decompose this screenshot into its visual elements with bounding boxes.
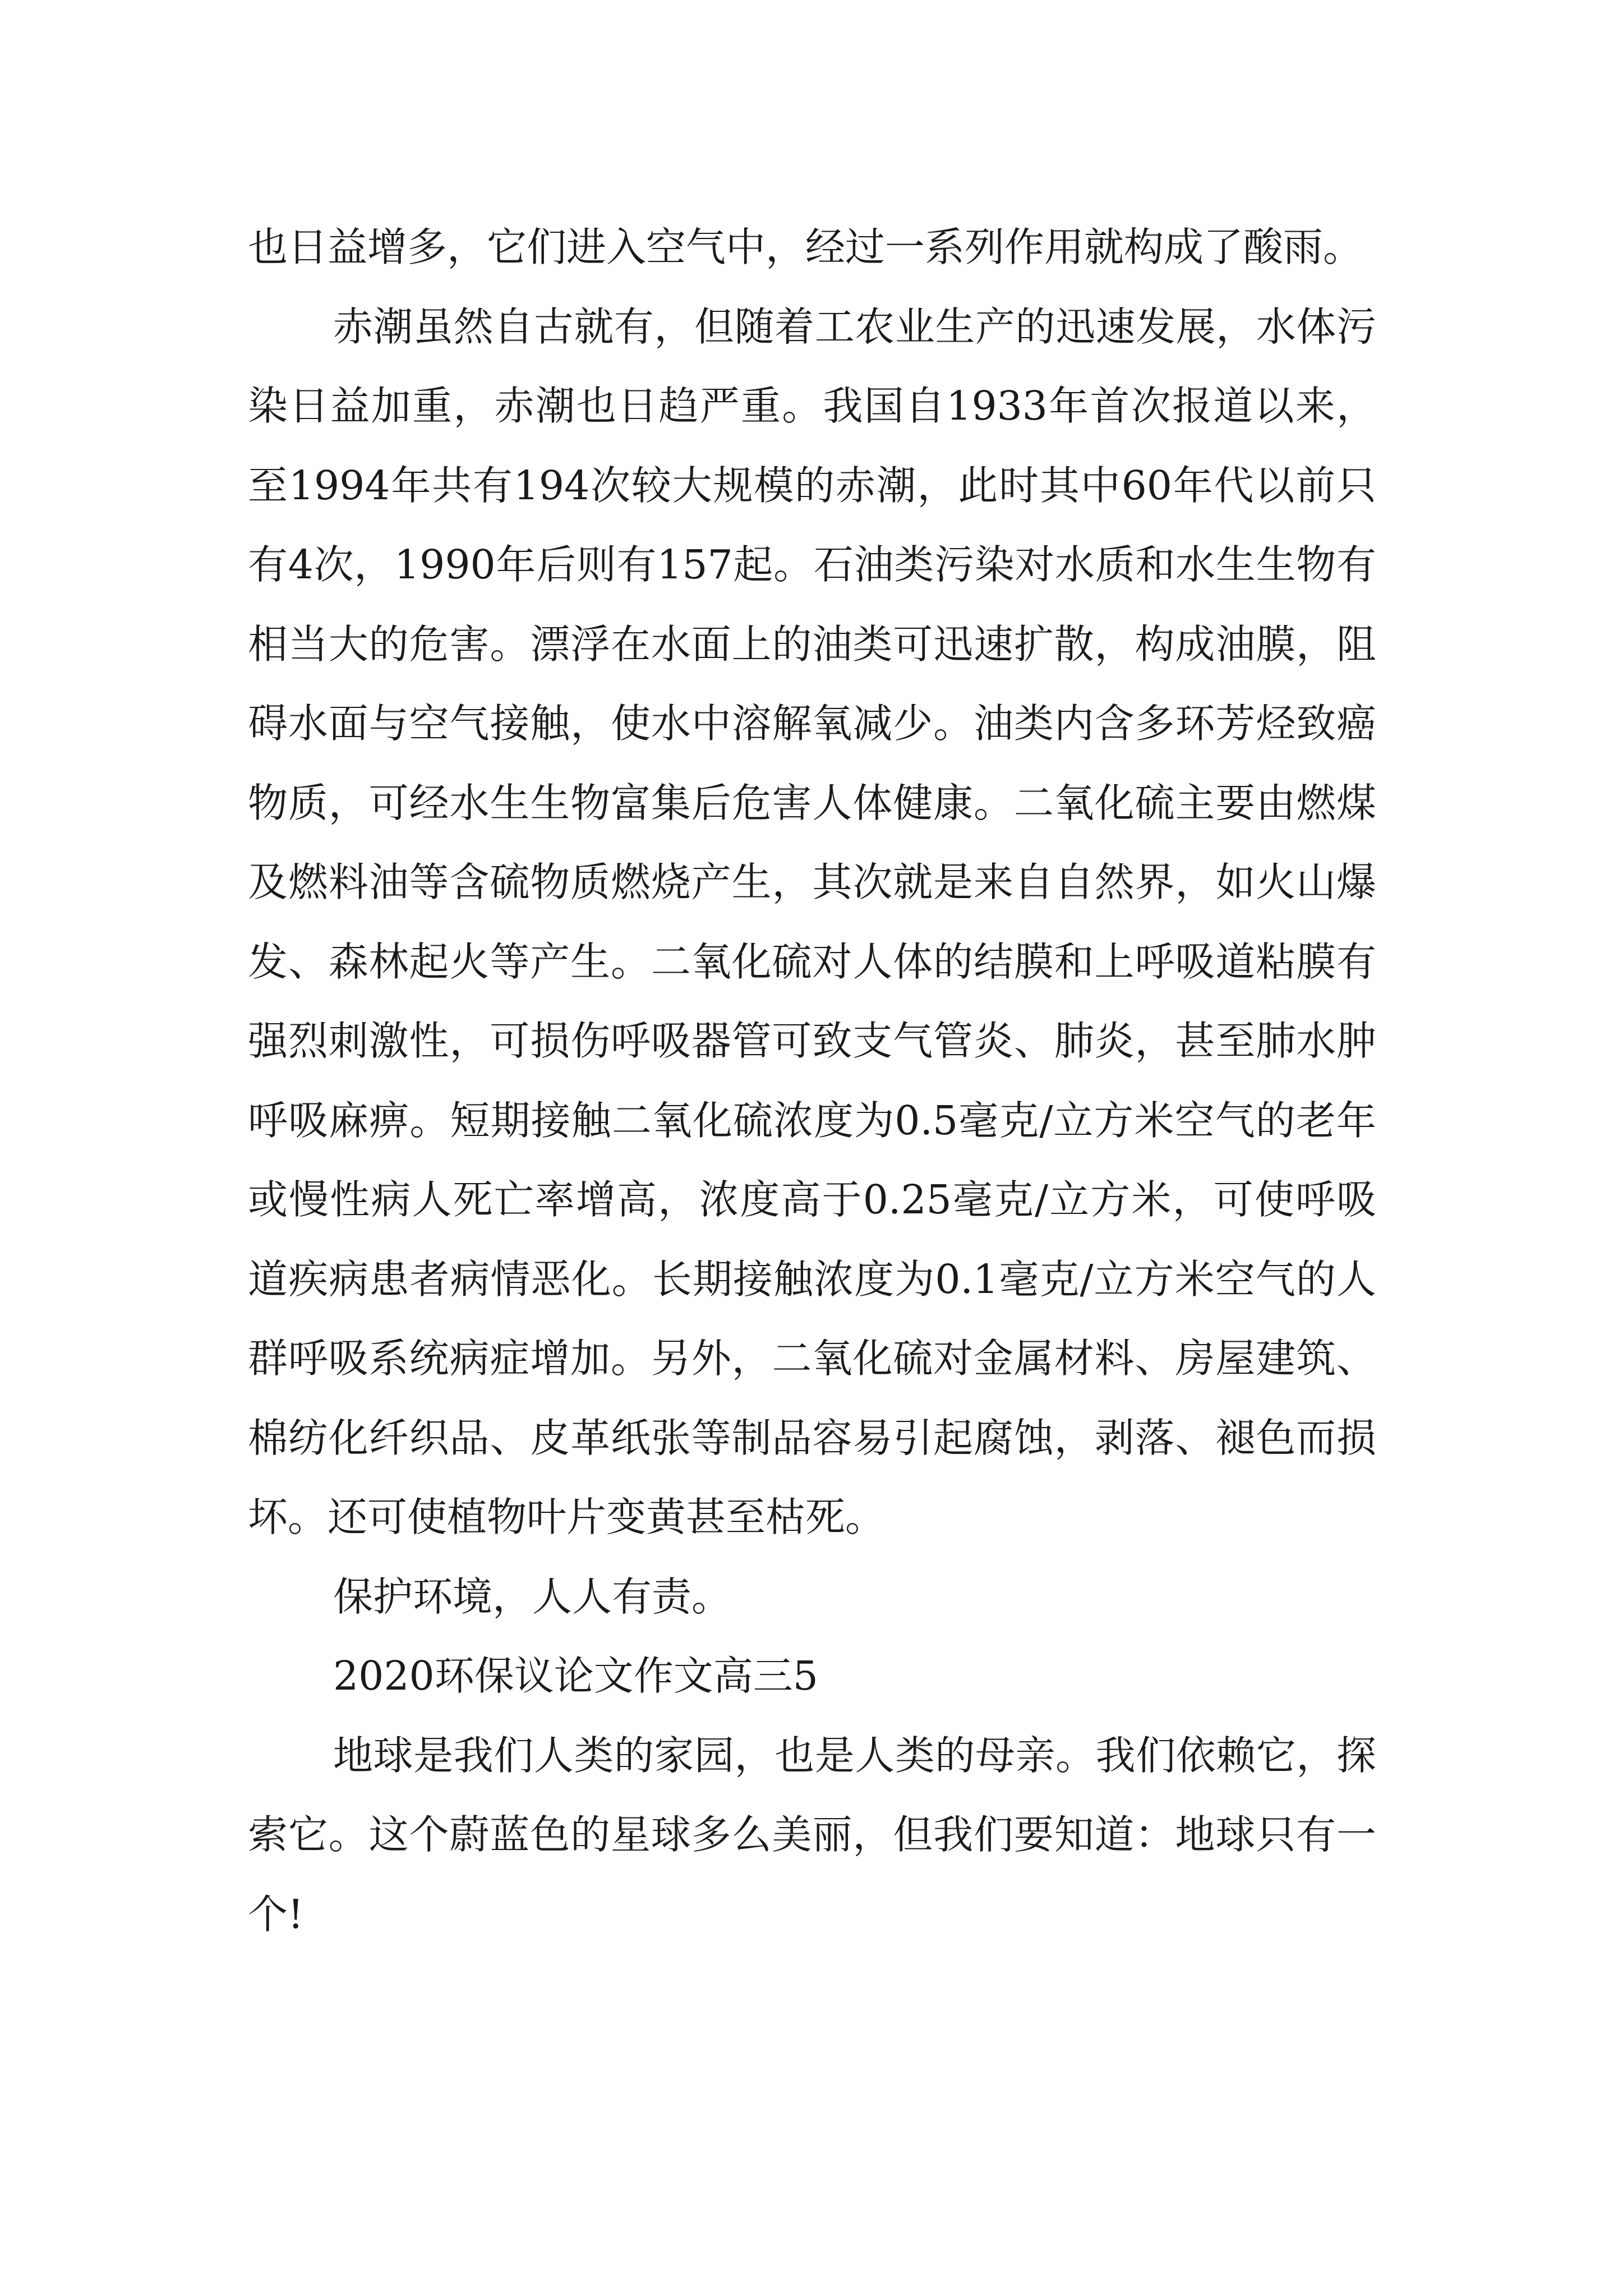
paragraph-earth-home: 地球是我们人类的家园，也是人类的母亲。我们依赖它，探索它。这个蔚蓝色的星球多么美丽，但我们要知道：地球只有一个!	[248, 1732, 1376, 1938]
document-body	[248, 208, 1376, 1954]
paragraph-acid-rain-continuation: 也日益增多，它们进入空气中，经过一系列作用就构成了酸雨。	[248, 224, 1363, 270]
paragraph-red-tide-and-pollution: 赤潮虽然自古就有，但随着工农业生产的迅速发展，水体污染日益加重，赤潮也日趋严重。我国自1933年首次报道以来，至1994年共有194次较大规模的赤潮，此时其中60年代以前只有4次，1990年后则有157起。石油类污染对水质和水生生物有相当大的危害。漂浮在水面上的油类可迅速扩散，构成油膜，阻碍水面与空气接触，使水中溶解氧减少。油类内含多环芳烃致癌物质，可经水生生物富集后危害人体健康。二氧化硫主要由燃煤及燃料油等含硫物质燃烧产生，其次就是来自自然界，如火山爆发、森林起火等产生。二氧化硫对人体的结膜和上呼吸道粘膜有强烈刺激性，可损伤呼吸器管可致支气管炎、肺炎，甚至肺水肿呼吸麻痹。短期接触二氧化硫浓度为0.5毫克/立方米空气的老年或慢性病人死亡率增高，浓度高于0.25毫克/立方米，可使呼吸道疾病患者病情恶化。长期接触浓度为0.1毫克/立方米空气的人群呼吸系统病症增加。另外，二氧化硫对金属材料、房屋建筑、棉纺化纤织品、皮革纸张等制品容易引起腐蚀，剥落、褪色而损坏。还可使植物叶片变黄甚至枯死。	[248, 303, 1376, 1540]
paragraph-protect-environment: 保护环境，人人有责。	[333, 1573, 732, 1620]
essay-heading: 2020环保议论文作文高三5	[333, 1653, 818, 1699]
